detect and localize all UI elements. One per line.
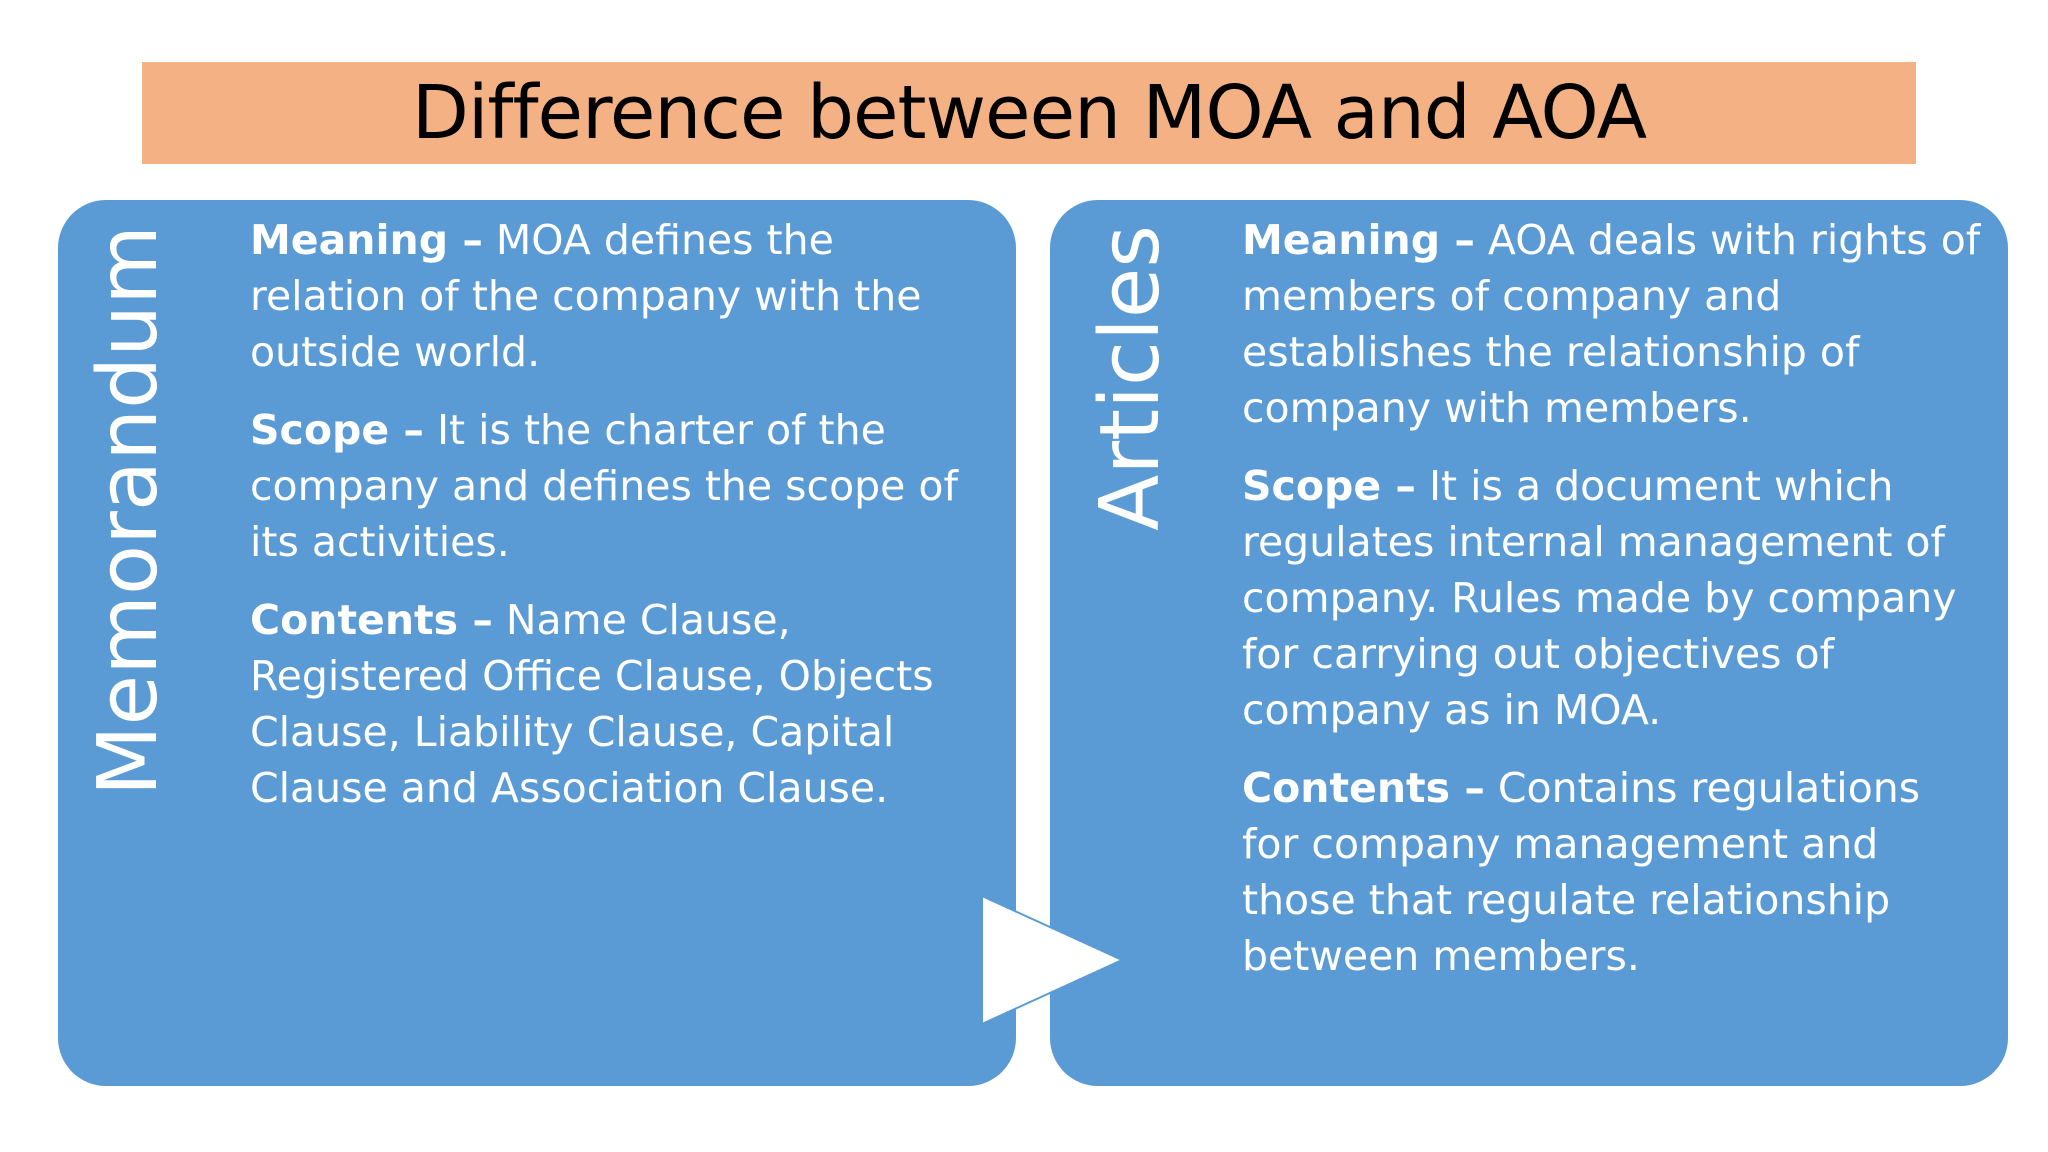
meaning-heading: Meaning – (250, 216, 483, 264)
articles-scope (1242, 458, 1982, 738)
articles-meaning (1242, 212, 1982, 436)
slide-title: Difference between MOA and AOA (411, 70, 1647, 156)
scope-heading: Scope – (1242, 462, 1416, 510)
contents-text: Contains regulations for company management and those that regulate relationship between members. (1242, 764, 1921, 980)
contents-heading: Contents – (250, 596, 493, 644)
meaning-text: AOA deals with rights of members of company and establishes the relationship of company with members. (1242, 216, 1981, 432)
contents-text: Name Clause, Registered Office Clause, Objects Clause, Liability Clause, Capital Clause and Association Clause. (250, 596, 934, 812)
memorandum-contents (250, 592, 995, 816)
contents-heading: Contents – (1242, 764, 1485, 812)
scope-text: It is the charter of the company and defines the scope of its activities. (250, 406, 958, 566)
articles-contents (1242, 760, 1982, 984)
memorandum-meaning (250, 212, 995, 380)
memorandum-label: Memorandum (81, 225, 176, 797)
scope-heading: Scope – (250, 406, 424, 454)
meaning-heading: Meaning – (1242, 216, 1475, 264)
meaning-text: MOA defines the relation of the company with the outside world. (250, 216, 922, 376)
memorandum-details (250, 212, 995, 838)
scope-text: It is a document which regulates internal management of company. Rules made by company for carrying out objectives of company as in MOA. (1242, 462, 1957, 734)
title-banner (142, 62, 1916, 164)
articles-details (1242, 212, 1982, 1006)
articles-label: Articles (1083, 225, 1178, 531)
memorandum-scope (250, 402, 995, 570)
right-arrow-icon (982, 896, 1122, 1024)
